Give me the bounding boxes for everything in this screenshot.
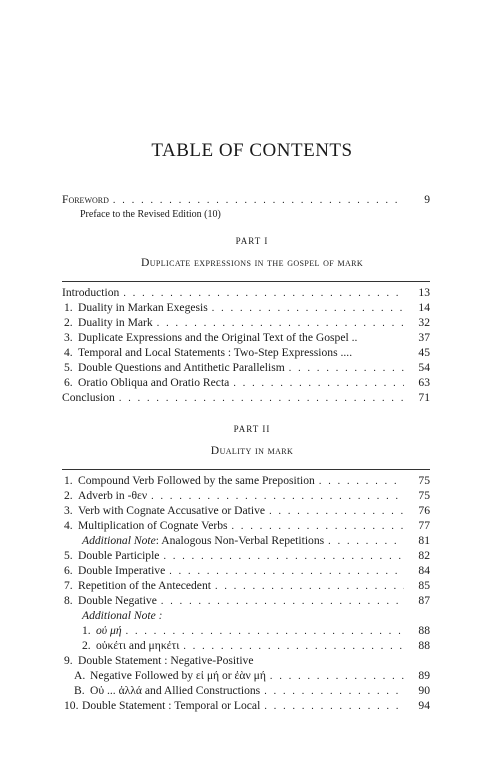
entry-number: 2. xyxy=(64,316,73,329)
toc-entry[interactable] xyxy=(64,579,430,593)
entry-number: 1. xyxy=(64,474,73,487)
entry-page: 94 xyxy=(418,699,430,712)
entry-label: Duality in Mark xyxy=(78,316,153,329)
entry-label: οὐ μή xyxy=(96,624,122,637)
entry-number: 4. xyxy=(64,519,73,532)
entry-label: Duplicate Expressions and the Original Text of the Gospel .. xyxy=(78,331,358,344)
toc-entry[interactable] xyxy=(64,331,430,345)
entry-label-italic: Additional Note xyxy=(82,534,156,547)
entry-label: Compound Verb Followed by the same Preposition xyxy=(78,474,315,487)
toc-entry[interactable] xyxy=(64,316,430,330)
entry-page: 77 xyxy=(418,519,430,532)
toc-entry[interactable] xyxy=(74,684,430,698)
entry-label: Repetition of the Antecedent xyxy=(78,579,211,592)
entry-label: Oratio Obliqua and Oratio Recta xyxy=(78,376,230,389)
entry-label: Double Statement : Negative-Positive xyxy=(78,654,254,667)
entry-number: 4. xyxy=(64,346,73,359)
entry-number: 2. xyxy=(64,489,73,502)
entry-label: Foreword xyxy=(62,193,109,206)
toc-entry[interactable] xyxy=(82,624,430,638)
entry-page: 37 xyxy=(418,331,430,344)
entry-number: 5. xyxy=(64,361,73,374)
leader-dots xyxy=(123,287,404,301)
entry-page: 85 xyxy=(418,579,430,592)
toc-entry[interactable] xyxy=(64,594,430,608)
entry-number: A. xyxy=(74,669,86,682)
entry-label: Conclusion xyxy=(62,391,115,404)
entry-page: 13 xyxy=(418,286,430,299)
entry-number: 2. xyxy=(82,639,91,652)
toc-entry-foreword[interactable] xyxy=(62,193,430,207)
entry-page: 75 xyxy=(418,489,430,502)
divider xyxy=(62,469,430,470)
toc-entry[interactable] xyxy=(64,549,430,563)
entry-number: 1. xyxy=(64,301,73,314)
entry-number: 1. xyxy=(82,624,91,637)
toc-entry[interactable] xyxy=(64,361,430,375)
entry-page: 87 xyxy=(418,594,430,607)
toc-entry[interactable] xyxy=(64,504,430,518)
entry-page: 71 xyxy=(418,391,430,404)
entry-page: 82 xyxy=(418,549,430,562)
entry-number: B. xyxy=(74,684,85,697)
toc-entry[interactable] xyxy=(64,699,430,713)
entry-label: : Analogous Non-Verbal Repetitions xyxy=(155,534,325,547)
leader-dots xyxy=(264,685,404,699)
entry-page: 88 xyxy=(418,639,430,652)
leader-dots xyxy=(232,520,404,534)
preface-note: Preface to the Revised Edition (10) xyxy=(80,209,221,220)
entry-label: Verb with Cognate Accusative or Dative xyxy=(78,504,266,517)
toc-entry[interactable] xyxy=(62,391,430,405)
entry-page: 88 xyxy=(418,624,430,637)
entry-number: 3. xyxy=(64,331,73,344)
entry-number: 8. xyxy=(64,594,73,607)
part-label: PART I xyxy=(235,236,269,246)
entry-number: 9. xyxy=(64,654,73,667)
entry-page: 89 xyxy=(418,669,430,682)
entry-label: Double Statement : Temporal or Local xyxy=(82,699,261,712)
entry-label: οὐκέτι and μηκέτι xyxy=(96,639,180,652)
entry-number: 6. xyxy=(64,564,73,577)
entry-number: 6. xyxy=(64,376,73,389)
entry-label: Introduction xyxy=(62,286,120,299)
entry-number: 7. xyxy=(64,579,73,592)
entry-label: Double Participle xyxy=(78,549,160,562)
toc-entry[interactable] xyxy=(64,474,430,488)
leader-dots xyxy=(319,475,404,489)
entry-page: 9 xyxy=(424,193,430,206)
toc-entry[interactable] xyxy=(64,519,430,533)
leader-dots xyxy=(151,490,404,504)
leader-dots xyxy=(113,194,404,208)
leader-dots xyxy=(233,377,404,391)
leader-dots xyxy=(169,565,404,579)
toc-entry[interactable] xyxy=(64,301,430,315)
leader-dots xyxy=(119,392,404,406)
entry-label: Temporal and Local Statements : Two-Step Expressions .... xyxy=(78,346,353,359)
toc-entry[interactable] xyxy=(64,489,430,503)
toc-entry[interactable] xyxy=(82,639,430,653)
entry-page: 84 xyxy=(418,564,430,577)
toc-entry[interactable] xyxy=(64,376,430,390)
entry-page: 54 xyxy=(418,361,430,374)
toc-entry[interactable] xyxy=(74,669,430,683)
toc-entry[interactable] xyxy=(64,654,430,668)
entry-label: Duality in Markan Exegesis xyxy=(78,301,208,314)
entry-page: 76 xyxy=(418,504,430,517)
page-title: TABLE OF CONTENTS xyxy=(151,140,353,161)
part-heading: Duplicate expressions in the gospel of mark xyxy=(140,256,364,269)
leader-dots xyxy=(163,550,404,564)
entry-page: 14 xyxy=(418,301,430,314)
toc-entry[interactable] xyxy=(82,534,430,548)
entry-label: Adverb in -θεν xyxy=(78,489,148,502)
entry-label: Multiplication of Cognate Verbs xyxy=(78,519,228,532)
entry-label-italic: Additional Note : xyxy=(82,609,163,622)
leader-dots xyxy=(161,595,404,609)
entry-label: Double Questions and Antithetic Parallelism xyxy=(78,361,285,374)
entry-number: 3. xyxy=(64,504,73,517)
toc-entry[interactable] xyxy=(62,286,430,300)
leader-dots xyxy=(212,302,404,316)
part-heading: Duality in mark xyxy=(210,444,294,457)
toc-entry[interactable] xyxy=(64,564,430,578)
entry-number: 10. xyxy=(64,699,79,712)
leader-dots xyxy=(289,362,404,376)
leader-dots xyxy=(157,317,404,331)
entry-page: 75 xyxy=(418,474,430,487)
entry-label: Double Imperative xyxy=(78,564,166,577)
toc-subheading xyxy=(82,609,430,623)
entry-number: 5. xyxy=(64,549,73,562)
entry-page: 81 xyxy=(418,534,430,547)
leader-dots xyxy=(328,535,404,549)
leader-dots xyxy=(264,700,404,714)
entry-page: 63 xyxy=(418,376,430,389)
leader-dots xyxy=(270,670,404,684)
entry-page: 45 xyxy=(418,346,430,359)
leader-dots xyxy=(269,505,404,519)
leader-dots xyxy=(215,580,404,594)
leader-dots xyxy=(126,625,404,639)
entry-label: Double Negative xyxy=(78,594,157,607)
toc-entry[interactable] xyxy=(64,346,430,360)
divider xyxy=(62,281,430,282)
leader-dots xyxy=(183,640,404,654)
entry-page: 90 xyxy=(418,684,430,697)
entry-label: Negative Followed by εἰ μή or ἐὰν μή xyxy=(90,669,266,682)
entry-page: 32 xyxy=(418,316,430,329)
entry-label: Οὐ ... ἀλλά and Allied Constructions xyxy=(90,684,261,697)
part-label: PART II xyxy=(233,424,271,434)
